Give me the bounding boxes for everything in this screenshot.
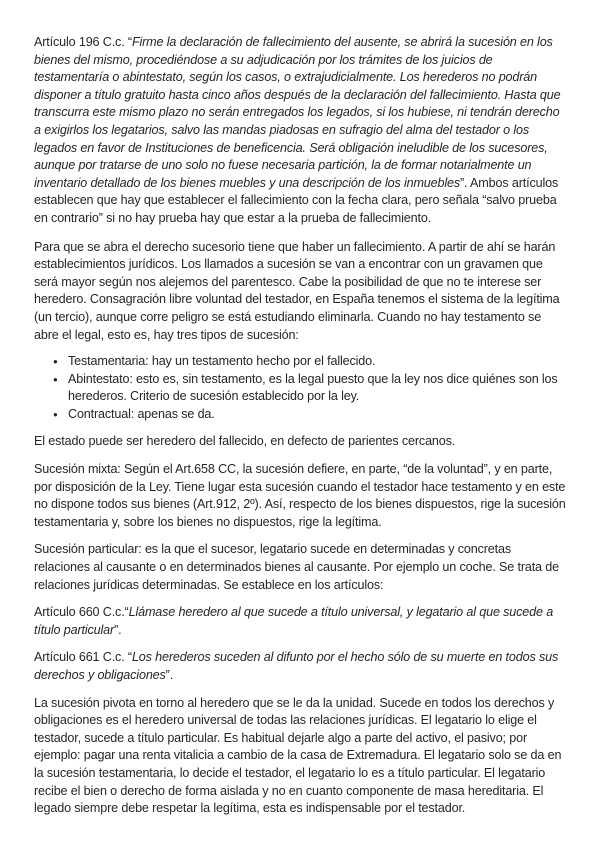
paragraph-articulo-661: [34, 649, 566, 684]
art196-prefix: Artículo 196 C.c. “: [34, 35, 132, 49]
document-page: [34, 34, 566, 818]
list-item: ● Contractual: apenas se da.: [54, 406, 566, 424]
art660-suffix: ”.: [114, 622, 122, 637]
art196-suffix: ”. Ambos artículos establecen que hay que establecer el fallecimiento con la fecha clara, pero señala “salvo prueba en contrario” si no hay prueba hay que estar a la prueba de fallecimiento.: [34, 175, 559, 225]
list-item: ● Testamentaria: hay un testamento hecho por el fallecido.: [54, 353, 566, 371]
paragraph-apertura: Para que se abra el derecho sucesorio tiene que haber un fallecimiento. A partir de ahí se harán establecimientos jurídicos. Los llamados a sucesión se van a encontrar con un gravamen que será mayor según nos alejemos del parentesco. Cabe la posibilidad de que no te interese ser heredero. Consagración libre voluntad del testador, en España tenemos el sistema de la legítima (un tercio), aunque corre peligro se está estudiando eliminarla. Cuando no hay testamento se abre el legal, esto es, hay tres tipos de sucesión:: [34, 239, 560, 342]
art196-quote: Firme la declaración de fallecimiento del ausente, se abrirá la sucesión en los bienes del mismo, procediéndose a su adjudicación por los trámites de los juicios de testamentaría o abintestato, según los casos, o extrajudicialmente. Los herederos no podrán disponer a título gratuito hasta cinco años después de la declaración del fallecimiento. Hasta que transcurra este mismo plazo no serán entregados los legados, si los hubiese, ni tendrán derecho a exigirlos los legatarios, salvo las mandas piadosas en sufragio del alma del testador o los legados en favor de Instituciones de beneficencia. Será obligación ineludible de los sucesores, aunque por tratarse de uno solo no fuese necesaria partición, la de formar notarialmente un inventario detallado de los bienes muebles y una descripción de los inmuebles: [34, 35, 561, 190]
art660-prefix: Artículo 660 C.c.“: [34, 605, 129, 620]
paragraph-sucesion-mixta: Sucesión mixta: Según el Art.658 CC, la sucesión defiere, en parte, “de la voluntad”, y en parte, por disposición de la Ley. Tiene lugar esta sucesión cuando el testador hace testamento y en este no dispone todos sus bienes (Art.912, 2º). Así, respecto de los bienes dispuestos, rige la sucesión testamentaria y, sobre los bienes no dispuestos, rige la legítima.: [34, 462, 566, 529]
tipos-sucesion-list: [34, 353, 566, 423]
paragraph-articulo-660: [34, 604, 566, 639]
art661-quote: Los herederos suceden al difunto por el hecho sólo de su muerte en todos sus derechos y obligaciones: [34, 650, 559, 682]
list-item: ● Abintestato: esto es, sin testamento, es la legal puesto que la ley nos dice quiénes son los herederos. Criterio de sucesión establecido por la ley.: [54, 371, 566, 406]
paragraph-pivota: La sucesión pivota en torno al heredero que se le da la unidad. Sucede en todos los derechos y obligaciones es el heredero universal de todas las relaciones jurídicas. El legatario lo elige el testador, sucede a título particular. Es habitual dejarle algo a parte del activo, el pasivo; por ejemplo: pagar una renta vitalicia a cambio de la casa de Extremadura. El legatario solo se da en la sucesión testamentaria, lo decide el testador, el legatario lo es a título particular. El legatario recibe el bien o derecho de forma aislada y no en cuanto componente de masa hereditaria. El legado siempre debe respetar la legítima, esta es indispensable por el testador.: [34, 695, 562, 816]
art660-quote: Llámase heredero al que sucede a título universal, y legatario al que sucede a título particular: [34, 605, 554, 637]
art661-suffix: ”.: [165, 668, 174, 682]
art661-prefix: Artículo 661 C.c. “: [34, 650, 132, 665]
paragraph-articulo-196: [34, 34, 566, 228]
paragraph-estado: El estado puede ser heredero del fallecido, en defecto de parientes cercanos.: [34, 434, 456, 449]
paragraph-sucesion-particular: Sucesión particular: es la que el sucesor, legatario sucede en determinadas y concretas relaciones al causante o en determinados bienes al causante. Por ejemplo un coche. Se trata de relaciones jurídicas determinadas. Se establece en los artículos:: [34, 542, 559, 592]
